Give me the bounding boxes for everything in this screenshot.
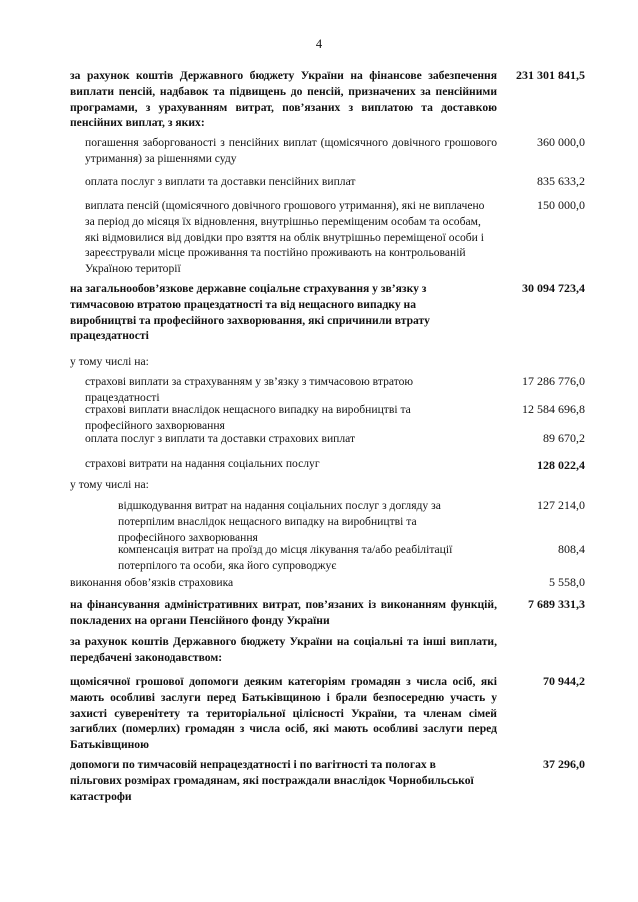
item-value: 30 094 723,4: [522, 281, 585, 295]
item-text: компенсація витрат на проїзд до місця лікування та/або реабілітації потерпілого та особи, яка його супроводжує: [118, 543, 453, 572]
item-value: 835 633,2: [537, 174, 585, 188]
page-number: 4: [315, 37, 323, 51]
item-value: 808,4: [558, 542, 585, 556]
item-value: 150 000,0: [537, 198, 585, 212]
item-value: 12 584 696,8: [522, 402, 585, 416]
item-text: оплата послуг з виплати та доставки пенсійних виплат: [85, 175, 356, 188]
item-text: на фінансування адміністративних витрат, пов’язаних із виконанням функцій, покладених на органи Пенсійного фонду України: [70, 598, 497, 627]
item-value: 37 296,0: [543, 757, 585, 771]
item-text: у тому числі на:: [70, 478, 149, 491]
item-text: оплата послуг з виплати та доставки страхових виплат: [85, 432, 356, 445]
item-text: допомоги по тимчасовій непрацездатності і по вагітності та пологах в пільгових розмірах громадянам, які постраждали внаслідок Чорнобильської катастрофи: [70, 758, 474, 803]
item-value: 127 214,0: [537, 498, 585, 512]
item-text: у тому числі на:: [70, 355, 149, 368]
item-text: на загальнообов’язкове державне соціальне страхування у зв’язку з тимчасовою втратою працездатності та від нещасного випадку на виробництві та професійного захворювання, які спричинили втрату працездатності: [70, 282, 430, 343]
item-text: страхові виплати за страхуванням у зв’язку з тимчасовою втратою працездатності: [85, 375, 414, 404]
item-text: страхові витрати на надання соціальних послуг: [85, 457, 320, 470]
item-value: 7 689 331,3: [528, 597, 585, 611]
item-text: відшкодування витрат на надання соціальних послуг з догляду за потерпілим внаслідок нещасного випадку на виробництві та професійного захворювання: [118, 499, 441, 544]
item-value: 89 670,2: [543, 431, 585, 445]
item-value: 360 000,0: [537, 135, 585, 149]
item-value: 5 558,0: [549, 575, 585, 589]
item-text: за рахунок коштів Державного бюджету України на фінансове забезпечення виплати пенсій, надбавок та підвищень до пенсій, призначених за пенсійними програмами, з урахуванням витрат, пов’язаних з виплатою та доставкою пенсійних виплат, з яких:: [70, 69, 497, 130]
item-text: погашення заборгованості з пенсійних виплат (щомісячного довічного грошового утримання) за рішеннями суду: [85, 136, 497, 165]
item-text: виплата пенсій (щомісячного довічного грошового утримання), які не виплачено за період до місяця їх відновлення, внутрішньо переміщеним особам та особам, які відмовилися від довідки про взяття на облік внутрішньо переміщеної особи і зареєстрували місце проживання та постійно проживають на контрольованій Україною території: [85, 199, 485, 276]
item-value: 17 286 776,0: [522, 374, 585, 388]
item-value: 70 944,2: [543, 674, 585, 688]
item-text: за рахунок коштів Державного бюджету України на соціальні та інші виплати, передбачені законодавством:: [70, 635, 497, 664]
item-value: 231 301 841,5: [516, 68, 585, 82]
item-value: 128 022,4: [537, 458, 585, 472]
item-text: виконання обов’язків страховика: [70, 576, 234, 589]
item-text: щомісячної грошової допомоги деяким категоріям громадян з числа осіб, які мають особливі заслуги перед Батьківщиною і брали безпосередню участь у захисті суверенітету та територіальної цілісності України, та членам сімей загиблих (померлих) громадян з числа осіб, які мають особливі заслуги перед Батьківщиною: [70, 675, 497, 752]
item-text: страхові виплати внаслідок нещасного випадку на виробництві та професійного захворювання: [85, 403, 411, 432]
